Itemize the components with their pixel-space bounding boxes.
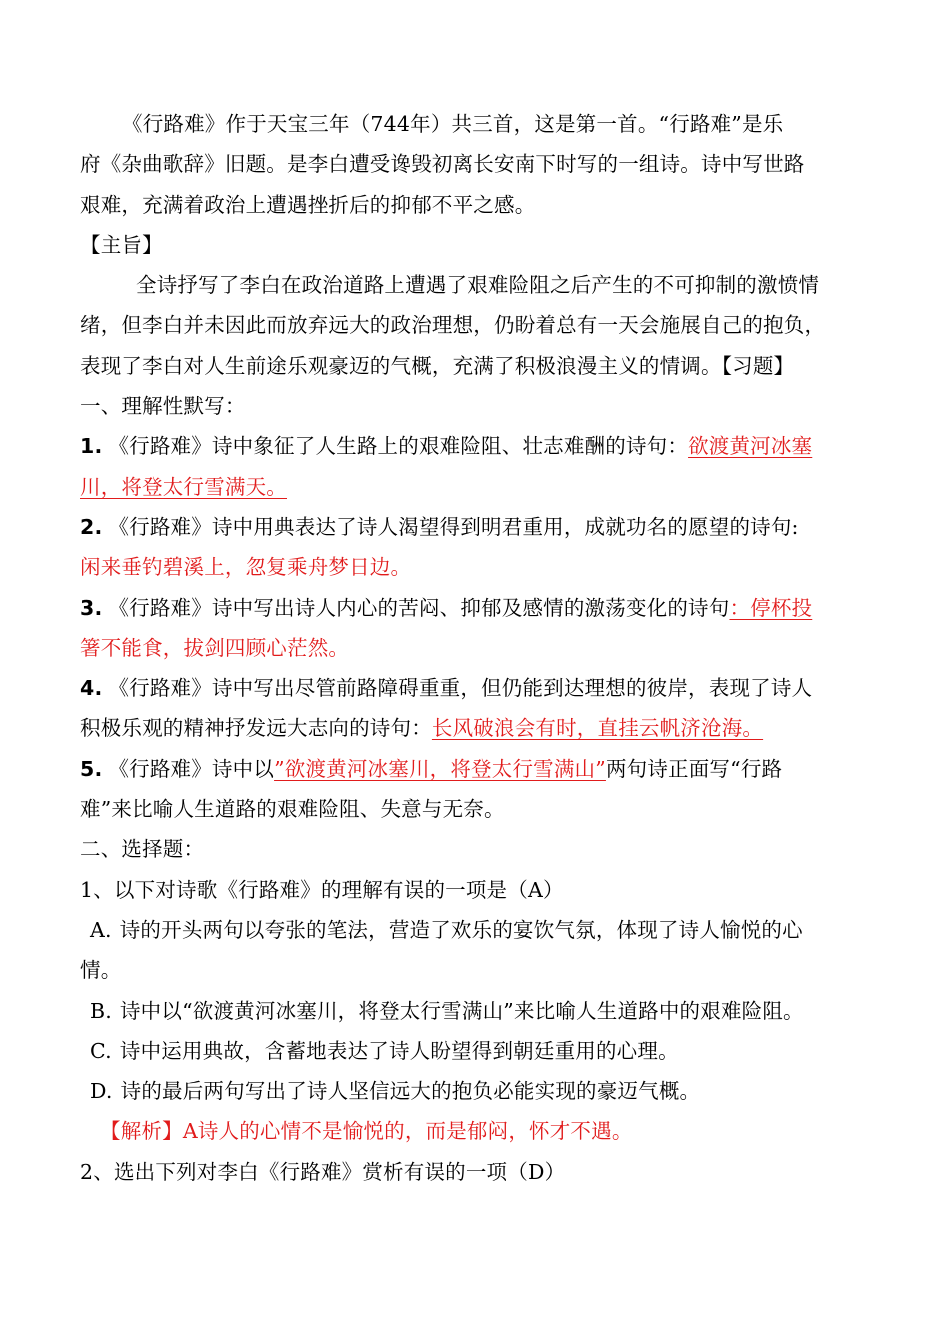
mc-q1-option-d	[80, 1071, 876, 1111]
q3-answer-part2: 箸不能食，拔剑四顾心茫然。	[80, 635, 350, 660]
q2-answer: 闲来垂钓碧溪上，忽复乘舟梦日边。	[80, 555, 412, 580]
q3-answer-part1: ：停杯投	[729, 595, 813, 620]
intro-line-1: 《行路难》作于天宝三年（744年）共三首，这是第一首。“行路难”是乐	[122, 112, 784, 136]
q1-line-1	[80, 426, 876, 466]
mc-q2-stem: 2、选出下列对李白《行路难》赏析有误的一项（D）	[80, 1159, 566, 1184]
q3-line-2	[80, 628, 876, 668]
q5-text-pre: 《行路难》诗中以	[108, 756, 275, 781]
option-d-letter: D.	[90, 1079, 113, 1104]
theme-line-2: 绪，但李白并未因此而放弃远大的政治理想，仍盼着总有一天会施展自己的抱负，	[80, 313, 826, 338]
option-c-text: 诗中运用典故，含蓄地表达了诗人盼望得到朝廷重用的心理。	[119, 1038, 679, 1063]
q4-answer: 长风破浪会有时，直挂云帆济沧海。	[431, 716, 764, 741]
q5-answer: ”欲渡黄河冰塞川，将登太行雪满山”	[274, 756, 606, 781]
q1-answer-part2: 川，将登太行雪满天。	[80, 474, 287, 499]
mc-q1-option-a-cont: 情。	[80, 958, 122, 983]
option-a-text: 诗的开头两句以夸张的笔法，营造了欢乐的宴饮气氛，体现了诗人愉悦的心	[119, 917, 803, 942]
option-a-letter: A.	[90, 917, 112, 942]
option-b-text: 诗中以“欲渡黄河冰塞川，将登太行雪满山”来比喻人生道路中的艰难险阻。	[119, 998, 804, 1023]
section1-heading: 一、理解性默写：	[80, 394, 246, 419]
q5-text-post: 两句诗正面写“行路	[605, 756, 783, 781]
analysis-text: A诗人的心情不是愉悦的，而是郁闷，怀才不遇。	[182, 1119, 633, 1144]
q4-line-1	[80, 668, 876, 708]
theme-line-3: 表现了李白对人生前途乐观豪迈的气概，充满了积极浪漫主义的情调。【习题】	[80, 353, 795, 378]
q3-number: 3.	[80, 595, 103, 620]
q1-line-2	[80, 467, 876, 507]
mc-q1-option-c	[80, 1031, 876, 1071]
mc-q1-option-a	[80, 910, 876, 950]
intro-line-2: 府《杂曲歌辞》旧题。是李白遭受谗毁初离长安南下时写的一组诗。诗中写世路	[80, 152, 805, 177]
q1-number: 1.	[80, 434, 103, 459]
q5-line-1	[80, 749, 876, 789]
q2-number: 2.	[80, 514, 103, 539]
q2-text: 《行路难》诗中用典表达了诗人渴望得到明君重用，成就功名的愿望的诗句:	[108, 514, 799, 539]
document-page	[80, 104, 876, 1192]
q4-line-2	[80, 708, 876, 748]
theme-heading: 【主旨】	[80, 232, 163, 257]
mc-q1-option-b	[80, 991, 876, 1031]
option-b-letter: B.	[90, 998, 112, 1023]
option-c-letter: C.	[90, 1038, 112, 1063]
q2-line-2	[80, 547, 876, 587]
analysis-label: 【解析】	[100, 1119, 183, 1144]
q5-line-2: 难”来比喻人生道路的艰难险阻、失意与无奈。	[80, 797, 505, 822]
q3-text: 《行路难》诗中写出诗人内心的苦闷、抑郁及感情的激荡变化的诗句	[108, 595, 730, 620]
q3-line-1	[80, 588, 876, 628]
mc-q1-analysis	[80, 1111, 876, 1151]
theme-line-1: 全诗抒写了李白在政治道路上遭遇了艰难险阻之后产生的不可抑制的激愤情	[136, 273, 820, 298]
q5-number: 5.	[80, 756, 103, 781]
intro-line-3: 艰难，充满着政治上遭遇挫折后的抑郁不平之感。	[80, 192, 536, 217]
q4-number: 4.	[80, 676, 103, 701]
q4-text-part2: 积极乐观的精神抒发远大志向的诗句：	[80, 716, 432, 741]
q4-text-part1: 《行路难》诗中写出尽管前路障碍重重，但仍能到达理想的彼岸，表现了诗人	[108, 676, 813, 701]
option-d-text: 诗的最后两句写出了诗人坚信远大的抱负必能实现的豪迈气概。	[120, 1079, 701, 1104]
section2-heading: 二、选择题：	[80, 837, 205, 862]
q1-answer-part1: 欲渡黄河冰塞	[688, 434, 813, 459]
q2-line-1	[80, 507, 876, 547]
mc-q1-stem: 1、以下对诗歌《行路难》的理解有误的一项是（A）	[80, 877, 564, 902]
q1-text: 《行路难》诗中象征了人生路上的艰难险阻、壮志难酬的诗句：	[108, 434, 689, 459]
